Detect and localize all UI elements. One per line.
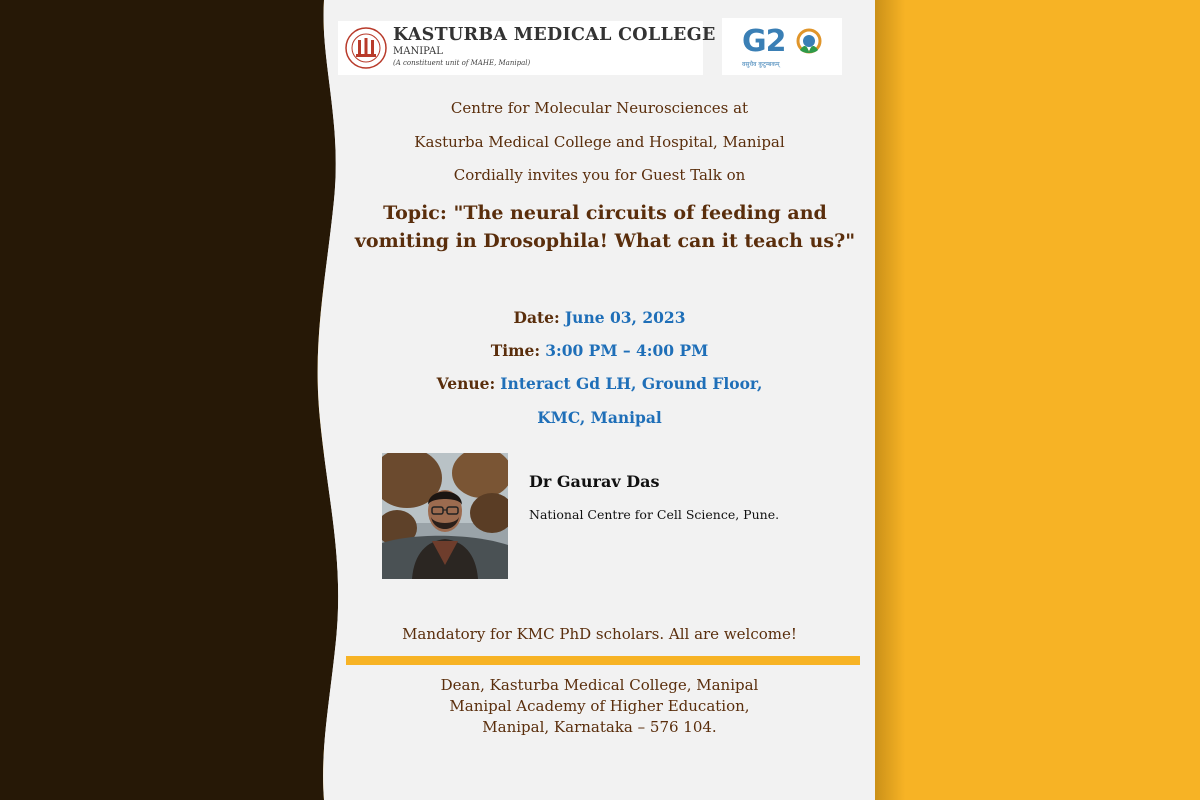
footer-line-2: Manipal Academy of Higher Education, bbox=[449, 697, 750, 715]
venue-row bbox=[324, 374, 875, 393]
g20-logo bbox=[722, 18, 842, 75]
kmc-name: KASTURBA MEDICAL COLLEGE bbox=[393, 25, 716, 45]
lotus-globe-icon bbox=[794, 28, 824, 58]
g20-text-left: G2 bbox=[742, 24, 786, 59]
time-label: Time: bbox=[490, 341, 541, 360]
footer-line-3: Manipal, Karnataka – 576 104. bbox=[482, 718, 717, 736]
talk-topic: Topic: "The neural circuits of feeding and vomiting in Drosophila! What can it teach us?" bbox=[354, 202, 856, 252]
venue-row-2 bbox=[324, 408, 875, 427]
date-value: June 03, 2023 bbox=[564, 308, 686, 327]
kmc-logo bbox=[338, 21, 716, 75]
venue-value-line-2: KMC, Manipal bbox=[537, 408, 662, 427]
time-value: 3:00 PM – 4:00 PM bbox=[545, 341, 709, 360]
footer-line-1: Dean, Kasturba Medical College, Manipal bbox=[440, 676, 759, 694]
kmc-city: MANIPAL bbox=[393, 46, 443, 57]
kmc-seal-icon bbox=[344, 26, 388, 70]
speaker-institution: National Centre for Cell Science, Pune. bbox=[529, 507, 780, 522]
right-gold-background bbox=[875, 0, 1200, 800]
speaker-photo bbox=[382, 453, 508, 579]
divider-bar bbox=[346, 656, 860, 665]
venue-label: Venue: bbox=[436, 374, 496, 393]
intro-line-2: Kasturba Medical College and Hospital, Manipal bbox=[414, 133, 785, 151]
intro-line-3: Cordially invites you for Guest Talk on bbox=[453, 166, 746, 184]
left-dark-background bbox=[0, 0, 300, 800]
speaker-name: Dr Gaurav Das bbox=[529, 472, 660, 491]
kmc-subtitle: (A constituent unit of MAHE, Manipal) bbox=[393, 59, 531, 67]
attendance-notice: Mandatory for KMC PhD scholars. All are welcome! bbox=[402, 625, 797, 643]
g20-tagline: वसुधैव कुटुम्बकम् bbox=[742, 61, 780, 68]
time-row bbox=[324, 341, 875, 360]
intro-line-1: Centre for Molecular Neurosciences at bbox=[450, 99, 749, 117]
venue-value-line-1: Interact Gd LH, Ground Floor, bbox=[500, 374, 763, 393]
date-label: Date: bbox=[513, 308, 560, 327]
card-shadow bbox=[875, 0, 905, 800]
date-row bbox=[324, 308, 875, 327]
